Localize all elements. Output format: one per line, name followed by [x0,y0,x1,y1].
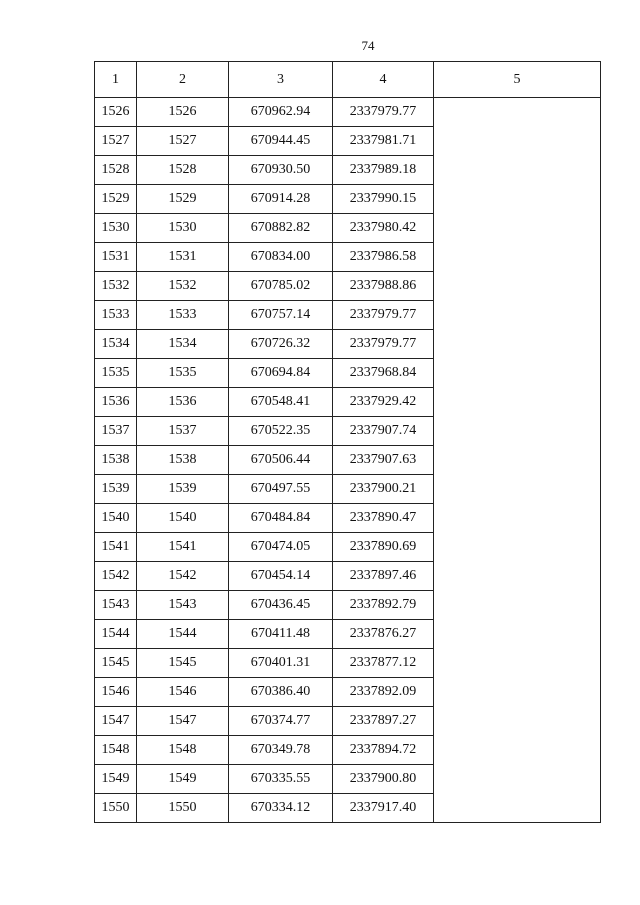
table-cell: 1526 [137,98,229,127]
table-cell: 1528 [95,156,137,185]
page-number: 74 [361,38,375,53]
table-cell: 1548 [137,736,229,765]
table-cell-column-5 [434,98,601,823]
table-cell: 670726.32 [229,330,333,359]
table-cell: 1534 [137,330,229,359]
table-cell: 1527 [95,127,137,156]
table-cell: 2337990.15 [333,185,434,214]
table-cell: 1530 [137,214,229,243]
table-cell: 2337897.46 [333,562,434,591]
table-cell: 1548 [95,736,137,765]
table-cell: 670474.05 [229,533,333,562]
table-cell: 670386.40 [229,678,333,707]
table-cell: 670694.84 [229,359,333,388]
table-cell: 1536 [95,388,137,417]
table-cell: 2337890.69 [333,533,434,562]
table-cell: 670335.55 [229,765,333,794]
table-cell: 670785.02 [229,272,333,301]
table-cell: 670484.84 [229,504,333,533]
table-cell: 670882.82 [229,214,333,243]
table-cell: 1538 [137,446,229,475]
table-cell: 2337892.79 [333,591,434,620]
column-header: 3 [229,62,333,98]
table-cell: 1542 [137,562,229,591]
table-cell: 1532 [95,272,137,301]
table-cell: 1546 [95,678,137,707]
table-cell: 2337979.77 [333,301,434,330]
table-cell: 1549 [95,765,137,794]
table-cell: 670334.12 [229,794,333,823]
table-cell: 1546 [137,678,229,707]
table-cell: 670834.00 [229,243,333,272]
table-cell: 1529 [95,185,137,214]
table-cell: 1540 [95,504,137,533]
table-cell: 1528 [137,156,229,185]
table-cell: 670914.28 [229,185,333,214]
table-cell: 2337929.42 [333,388,434,417]
table-cell: 2337979.77 [333,330,434,359]
table-cell: 1540 [137,504,229,533]
table-cell: 670944.45 [229,127,333,156]
table-cell: 2337900.80 [333,765,434,794]
table-cell: 1538 [95,446,137,475]
table-cell: 1533 [95,301,137,330]
table-cell: 2337968.84 [333,359,434,388]
table-cell: 1537 [137,417,229,446]
table-cell: 1530 [95,214,137,243]
table-cell: 1539 [137,475,229,504]
table-cell: 2337892.09 [333,678,434,707]
table-cell: 1532 [137,272,229,301]
table-cell: 2337894.72 [333,736,434,765]
column-header: 1 [95,62,137,98]
table-cell: 1534 [95,330,137,359]
coordinates-table [94,61,601,823]
table-cell: 2337890.47 [333,504,434,533]
table-cell: 1544 [95,620,137,649]
table-cell: 1543 [137,591,229,620]
table-cell: 2337979.77 [333,98,434,127]
table-cell: 2337917.40 [333,794,434,823]
table-cell: 1531 [137,243,229,272]
table-cell: 2337897.27 [333,707,434,736]
table-cell: 2337981.71 [333,127,434,156]
table-cell: 1550 [95,794,137,823]
table-cell: 1539 [95,475,137,504]
table-cell: 670548.41 [229,388,333,417]
table-cell: 1541 [95,533,137,562]
table-cell: 2337989.18 [333,156,434,185]
table-cell: 670522.35 [229,417,333,446]
table-cell: 1537 [95,417,137,446]
table-cell: 1526 [95,98,137,127]
table-cell: 1536 [137,388,229,417]
table-cell: 670930.50 [229,156,333,185]
table-cell: 1542 [95,562,137,591]
table-cell: 1535 [137,359,229,388]
table-cell: 1544 [137,620,229,649]
table-cell: 1549 [137,765,229,794]
table-cell: 1531 [95,243,137,272]
table-cell: 1529 [137,185,229,214]
table-cell: 1533 [137,301,229,330]
table-cell: 670436.45 [229,591,333,620]
column-header: 5 [434,62,601,98]
column-header: 4 [333,62,434,98]
table-cell: 670454.14 [229,562,333,591]
table-cell: 1527 [137,127,229,156]
table-cell: 670962.94 [229,98,333,127]
table-cell: 2337988.86 [333,272,434,301]
table-cell: 1547 [95,707,137,736]
table-cell: 670506.44 [229,446,333,475]
table-cell: 2337876.27 [333,620,434,649]
column-header: 2 [137,62,229,98]
table-cell: 2337986.58 [333,243,434,272]
table-cell: 670349.78 [229,736,333,765]
table-cell: 670411.48 [229,620,333,649]
table-cell: 670757.14 [229,301,333,330]
table-cell: 2337907.74 [333,417,434,446]
table-cell: 1535 [95,359,137,388]
table-body [95,98,601,823]
table-cell: 670401.31 [229,649,333,678]
table-cell: 1541 [137,533,229,562]
table-cell: 1550 [137,794,229,823]
table-cell: 1545 [137,649,229,678]
table-cell: 670374.77 [229,707,333,736]
table-cell: 1547 [137,707,229,736]
table-cell: 2337907.63 [333,446,434,475]
table-cell: 670497.55 [229,475,333,504]
table-cell: 2337877.12 [333,649,434,678]
table-header-row [95,62,601,98]
table-cell: 1543 [95,591,137,620]
table-cell: 2337980.42 [333,214,434,243]
table-row [95,98,601,127]
table-cell: 1545 [95,649,137,678]
table-cell: 2337900.21 [333,475,434,504]
